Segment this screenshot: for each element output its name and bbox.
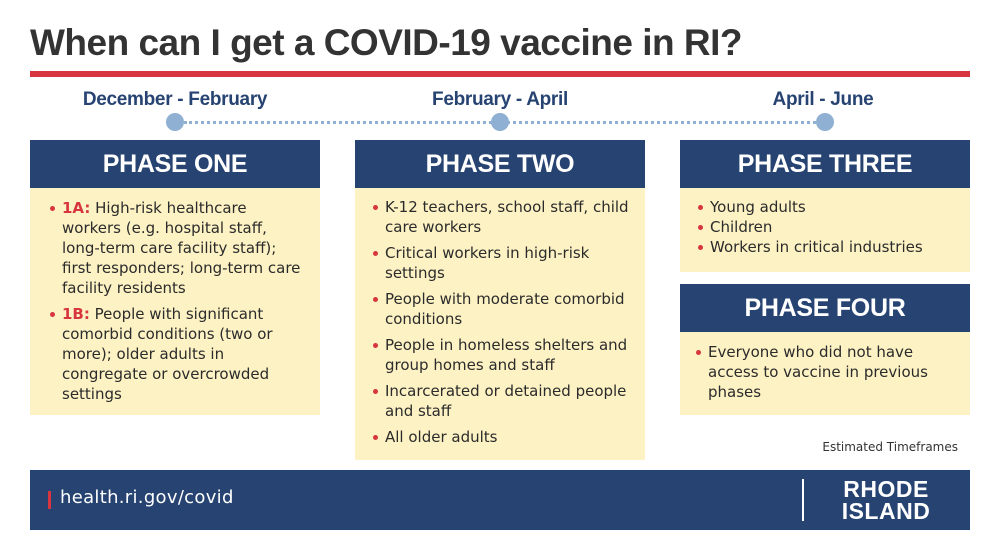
timeline-label-phase-one: December - February: [82, 89, 268, 110]
group-tag: 1B:: [62, 305, 90, 323]
phase-one-card: [30, 188, 320, 415]
list-item: Everyone who did not have access to vaccine in previous phases: [688, 342, 958, 402]
list-item: Workers in critical industries: [690, 237, 960, 257]
phase-four-header: PHASE FOUR: [680, 284, 970, 332]
phase-two-list: [365, 197, 635, 447]
rhode-island-logo: [826, 478, 946, 522]
list-item: [42, 304, 308, 404]
phase-four-list: [688, 342, 958, 402]
list-item: Critical workers in high-risk settings: [365, 243, 635, 283]
list-item-text: High-risk healthcare workers (e.g. hospital staff, long-term care facility staff); first responders; long-term care facility residents: [62, 199, 301, 297]
timeline-label-phase-three: April - June: [772, 89, 874, 110]
timeline-label-phase-two: February - April: [432, 89, 568, 110]
timeline-marker-2: [491, 113, 509, 131]
logo-line-1: RHODE: [843, 476, 929, 502]
list-item: Young adults: [690, 197, 960, 217]
list-item: All older adults: [365, 427, 635, 447]
footer-banner: [30, 470, 970, 530]
list-item-text: People with significant comorbid conditions (two or more); older adults in congregate or overcrowded settings: [62, 305, 273, 403]
footer-accent-bar: [48, 491, 51, 509]
phase-two-header: PHASE TWO: [355, 140, 645, 188]
list-item: Children: [690, 217, 960, 237]
phase-four-card: [680, 332, 970, 415]
list-item: [42, 198, 308, 298]
list-item: People in homeless shelters and group homes and staff: [365, 335, 635, 375]
logo-line-2: ISLAND: [841, 498, 931, 524]
phase-one-header: PHASE ONE: [30, 140, 320, 188]
footer-divider: [802, 479, 804, 521]
timeline-marker-3: [816, 113, 834, 131]
phase-three-header: PHASE THREE: [680, 140, 970, 188]
phase-one-list: [42, 198, 308, 404]
phase-two-card: [355, 188, 645, 460]
group-tag: 1A:: [62, 199, 91, 217]
list-item: Incarcerated or detained people and staff: [365, 381, 635, 421]
phase-three-list: [690, 197, 960, 257]
page-title: When can I get a COVID-19 vaccine in RI?: [30, 22, 742, 63]
list-item: People with moderate comorbid conditions: [365, 289, 635, 329]
footer-url-link[interactable]: health.ri.gov/covid: [60, 487, 234, 508]
list-item: K-12 teachers, school staff, child care workers: [365, 197, 635, 237]
phase-three-card: [680, 188, 970, 272]
title-divider: [30, 71, 970, 77]
estimated-timeframes-note: Estimated Timeframes: [822, 440, 958, 454]
timeline-marker-1: [166, 113, 184, 131]
